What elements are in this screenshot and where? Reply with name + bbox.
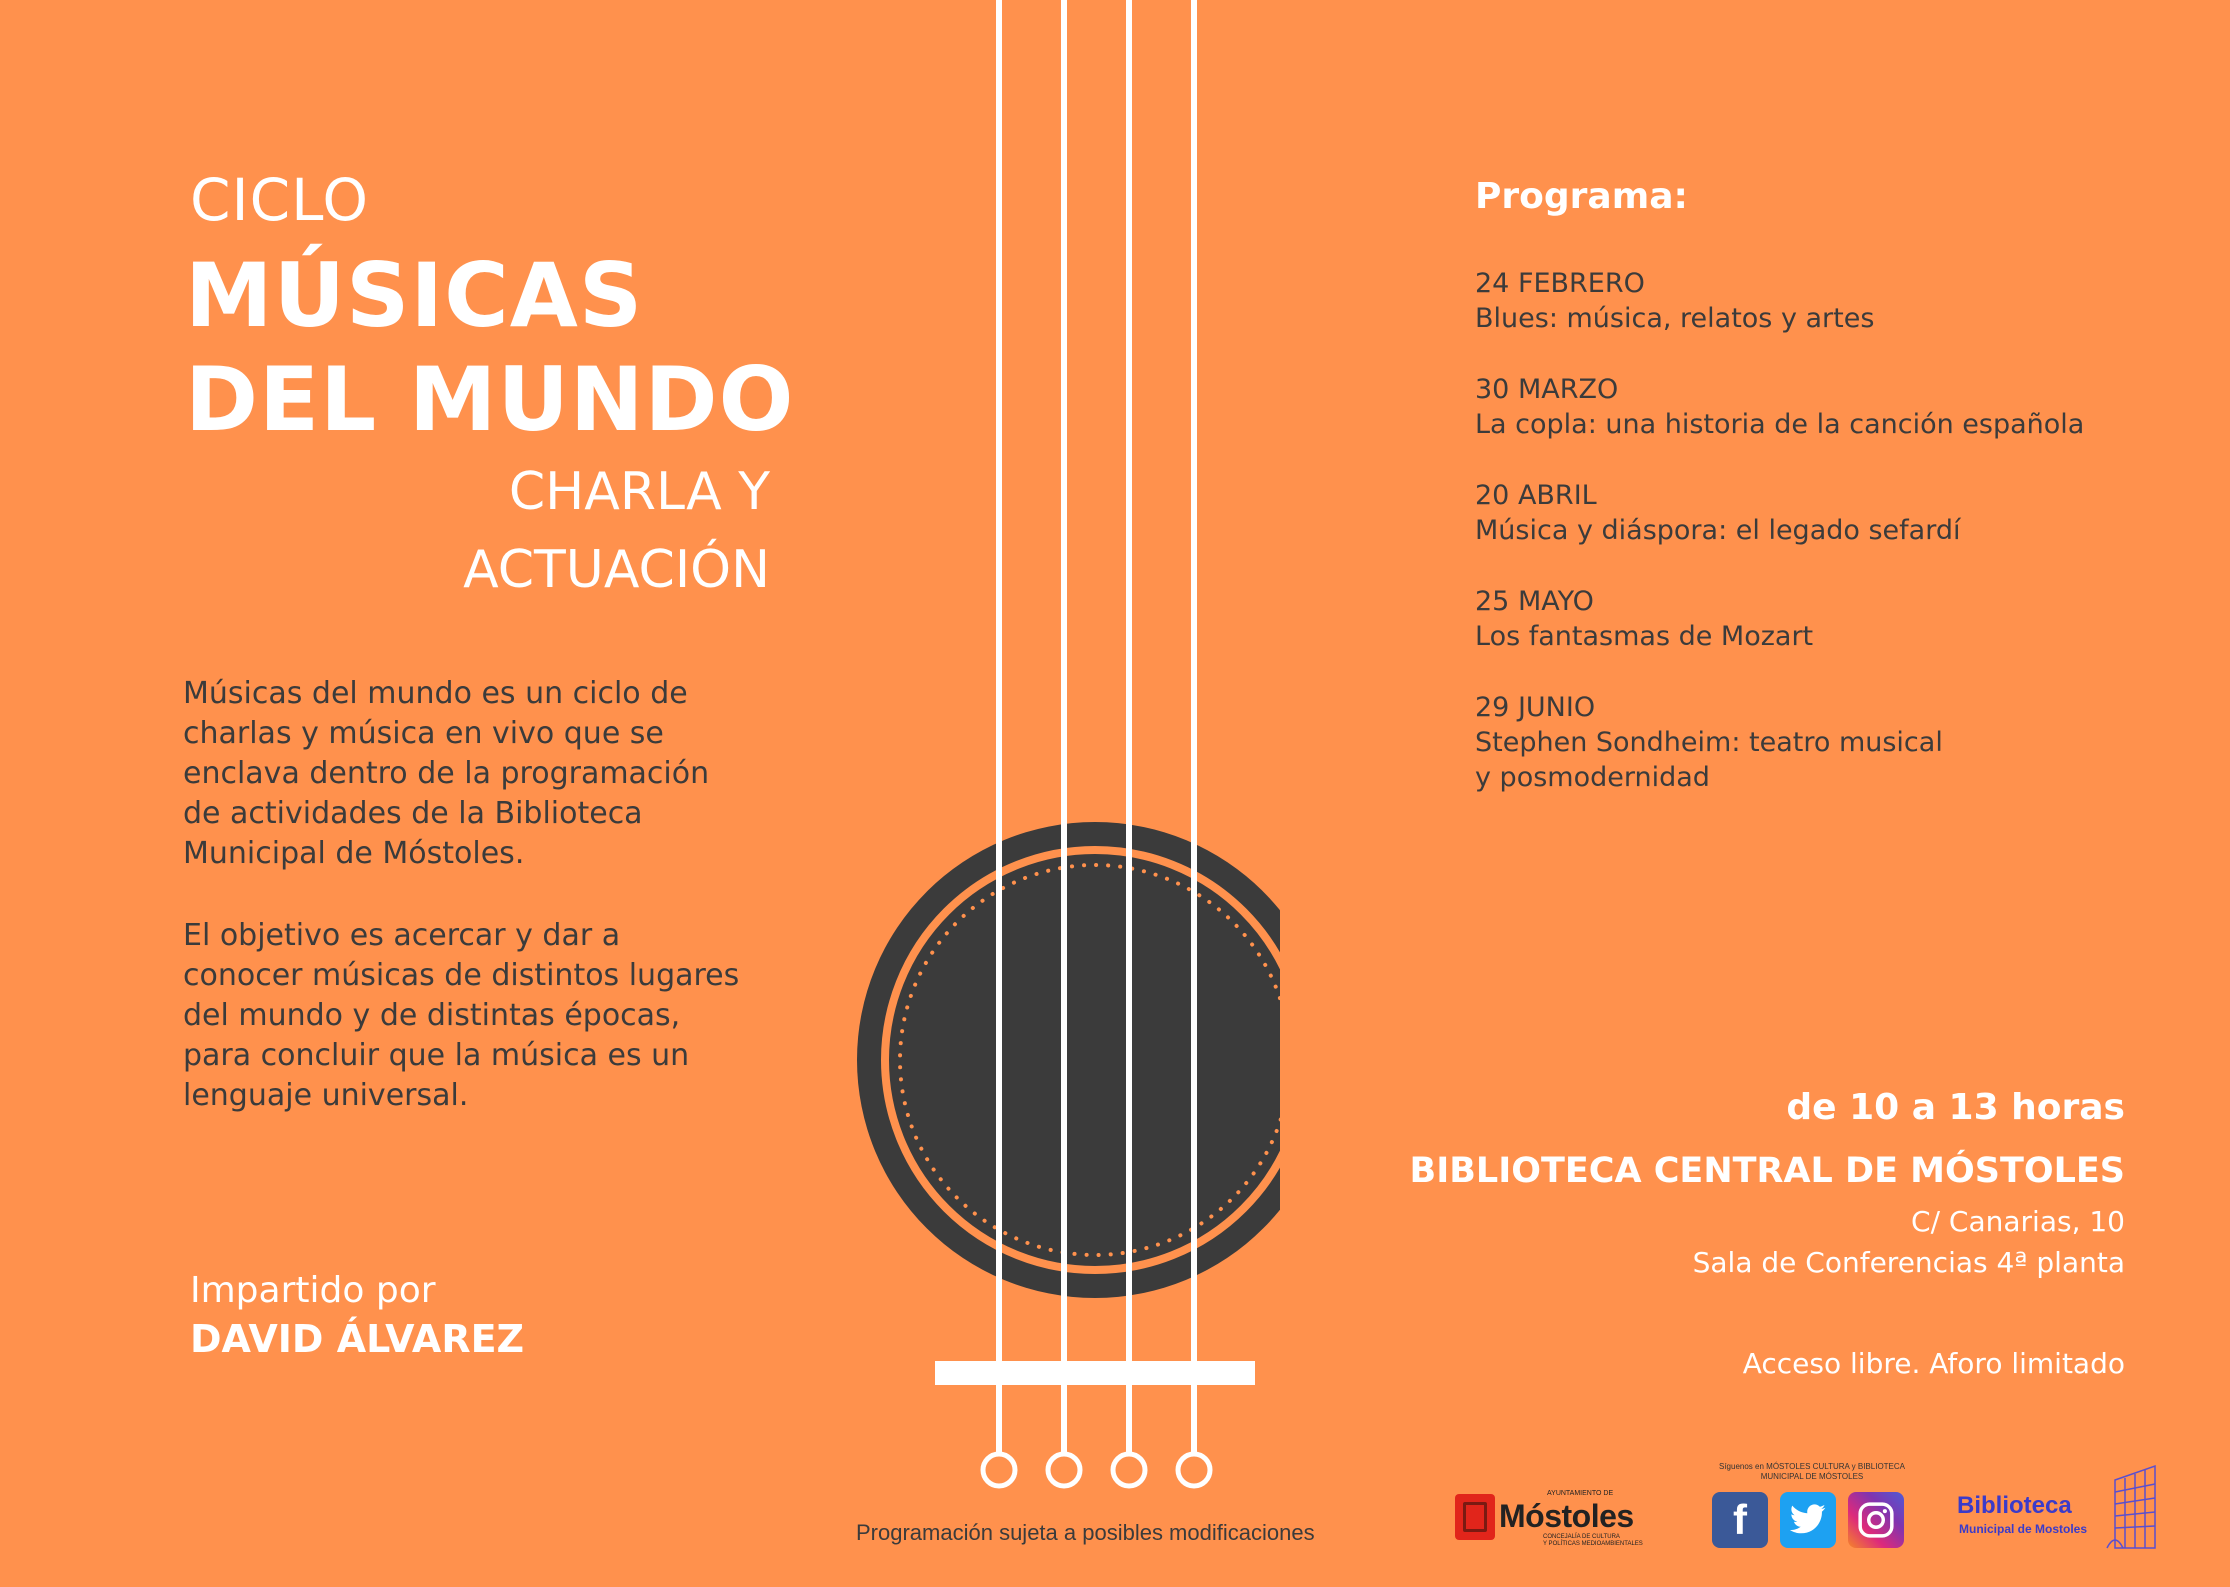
event-venue: BIBLIOTECA CENTRAL DE MÓSTOLES: [1409, 1151, 2125, 1191]
program-item-date: 29 JUNIO: [1475, 692, 1596, 723]
program-item: [1475, 690, 2195, 795]
event-address: C/ Canarias, 10: [1911, 1205, 2125, 1238]
instagram-icon[interactable]: [1848, 1492, 1904, 1548]
program-item-date: 20 ABRIL: [1475, 480, 1597, 511]
program-item: [1475, 372, 2195, 442]
program-item-title: Blues: música, relatos y artes: [1475, 303, 1875, 334]
program-item: [1475, 584, 2195, 654]
instagram-camera-icon: [1857, 1501, 1895, 1539]
mostoles-logo-sub-line1: CONCEJALÍA DE CULTURA: [1543, 1534, 1620, 1540]
program-item-date: 25 MAYO: [1475, 586, 1594, 617]
subtitle-line1: CHARLA Y: [508, 462, 770, 522]
mostoles-logo-sub: [1543, 1534, 1643, 1548]
mostoles-logo-name: Móstoles: [1499, 1498, 1634, 1534]
twitter-bird-icon: [1789, 1504, 1827, 1536]
biblioteca-logo-name: Biblioteca: [1957, 1492, 2072, 1519]
main-title-line1: MÚSICAS: [185, 244, 644, 347]
disclaimer: Programación sujeta a posibles modificaciones: [856, 1520, 1315, 1545]
biblioteca-logo[interactable]: [1955, 1462, 2160, 1554]
speaker-label: Impartido por: [190, 1270, 436, 1311]
program-item-title: Los fantasmas de Mozart: [1475, 621, 1814, 652]
program-item: [1475, 478, 2195, 548]
twitter-icon[interactable]: [1780, 1492, 1836, 1548]
description-paragraph-1: Músicas del mundo es un ciclo de charlas y música en vivo que se enclava dentro de la programación de actividades de la Biblioteca Municipal de Móstoles.: [183, 676, 710, 871]
program-item-title: Música y diáspora: el legado sefardí: [1475, 515, 1961, 546]
mostoles-logo-top-text: AYUNTAMIENTO DE: [1547, 1490, 1614, 1497]
mostoles-logo[interactable]: [1455, 1490, 1650, 1548]
program-list: [1475, 266, 2195, 831]
string-peg: [1113, 1454, 1145, 1486]
program-item-title: La copla: una historia de la canción española: [1475, 409, 2085, 440]
event-room: Sala de Conferencias 4ª planta: [1692, 1246, 2125, 1279]
mostoles-logo-sub-line2: Y POLÍTICAS MEDIOAMBIENTALES: [1543, 1541, 1643, 1547]
guitar-bridge: [935, 1361, 1255, 1385]
speaker-name: DAVID ÁLVAREZ: [190, 1317, 525, 1361]
event-access-note: Acceso libre. Aforo limitado: [1742, 1347, 2125, 1380]
facebook-icon[interactable]: f: [1712, 1492, 1768, 1548]
event-hours: de 10 a 13 horas: [1786, 1087, 2125, 1128]
string-peg: [1178, 1454, 1210, 1486]
guitar-illustration: [840, 0, 1280, 1500]
social-caption: Síguenos en MÓSTOLES CULTURA y BIBLIOTECA MUNICIPAL DE MÓSTOLES: [1719, 1462, 1905, 1481]
program-item-title-cont: y posmodernidad: [1475, 762, 1710, 793]
program-item-date: 24 FEBRERO: [1475, 268, 1645, 299]
mostoles-emblem-icon: [1455, 1494, 1495, 1540]
program-heading: Programa:: [1475, 176, 1688, 217]
biblioteca-logo-sub: Municipal de Mostoles: [1959, 1522, 2088, 1536]
string-peg: [983, 1454, 1015, 1486]
subtitle-line2: ACTUACIÓN: [463, 540, 770, 600]
program-item-date: 30 MARZO: [1475, 374, 1619, 405]
library-building-icon: [2105, 1462, 2160, 1552]
program-item: [1475, 266, 2195, 336]
program-item-title: Stephen Sondheim: teatro musical: [1475, 727, 1943, 758]
main-title-line2: DEL MUNDO: [185, 348, 795, 451]
string-peg: [1048, 1454, 1080, 1486]
series-label: CICLO: [190, 166, 369, 234]
description-paragraph-2: El objetivo es acercar y dar a conocer músicas de distintos lugares del mundo y de distintas épocas, para concluir que la música es un lenguaje universal.: [183, 918, 740, 1113]
